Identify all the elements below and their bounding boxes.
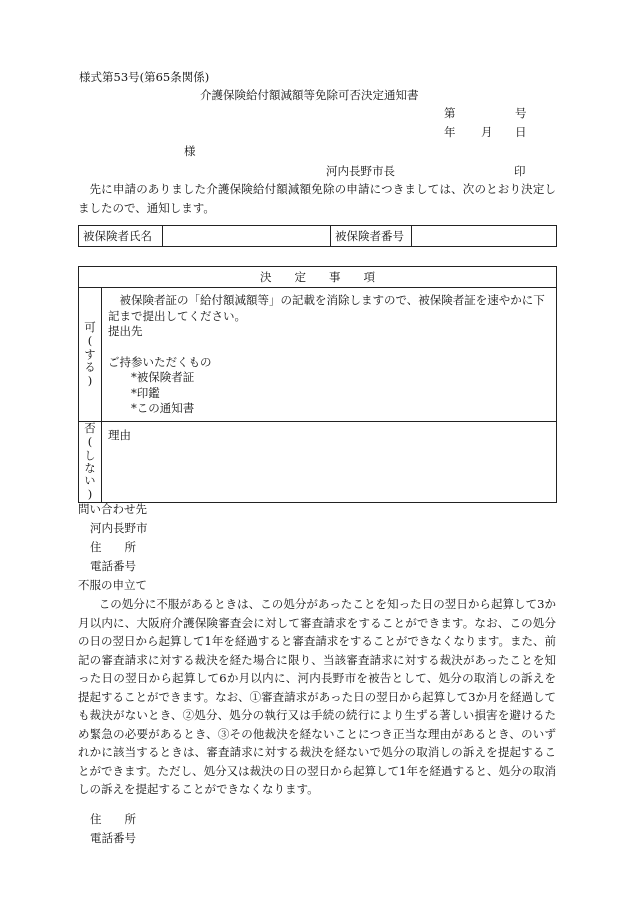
insured-name-label: 被保険者氏名 xyxy=(79,226,163,247)
contact-phone: 電話番号 xyxy=(90,559,136,573)
insured-table xyxy=(78,225,557,247)
date-day: 日 xyxy=(515,125,527,139)
deny-content xyxy=(102,421,557,502)
approve-text: 被保険者証の「給付額減額等」の記載を消除しますので、被保険者証を速やかに下記まで提出してください。 xyxy=(108,293,545,323)
seal-mark: 印 xyxy=(514,164,526,178)
notice-no-prefix: 第 xyxy=(444,106,456,120)
page-title: 介護保険給付額減額等免除可否決定通知書 xyxy=(200,88,419,102)
decision-table xyxy=(78,266,557,503)
appeal-heading: 不服の申立て xyxy=(78,578,147,592)
bring-item: *印鑑 xyxy=(131,385,160,400)
insured-number-field[interactable] xyxy=(412,226,557,247)
contact-heading: 問い合わせ先 xyxy=(78,502,147,516)
bring-heading: ご持参いただくもの xyxy=(108,354,212,369)
date-year: 年 xyxy=(444,125,456,139)
bring-item: *この通知書 xyxy=(131,401,195,415)
appeal-address: 住 所 xyxy=(90,812,136,826)
appeal-phone: 電話番号 xyxy=(90,831,136,845)
decision-header: 決 定 事 項 xyxy=(79,267,557,288)
submit-to: 提出先 xyxy=(108,324,143,338)
contact-org: 河内長野市 xyxy=(90,521,148,535)
recipient-suffix: 様 xyxy=(184,144,196,158)
deny-label-cell xyxy=(79,421,102,502)
deny-label: 否(しない) xyxy=(83,421,97,502)
insured-name-field[interactable] xyxy=(163,226,331,247)
date-month: 月 xyxy=(481,125,493,139)
approve-content xyxy=(102,288,557,422)
approve-label-cell xyxy=(79,288,102,422)
notice-no-suffix: 号 xyxy=(515,106,527,120)
approve-label: 可(する) xyxy=(83,320,97,388)
deny-reason-label: 理由 xyxy=(108,427,131,442)
intro-text: 先に申請のありました介護保険給付額減額免除の申請につきましては、次のとおり決定しましたので、通知します。 xyxy=(78,182,556,215)
form-number: 様式第53号(第65条関係) xyxy=(79,70,210,84)
insured-number-label: 被保険者番号 xyxy=(331,226,412,247)
bring-item: *被保険者証 xyxy=(131,370,195,384)
contact-address: 住 所 xyxy=(90,540,136,554)
appeal-body: この処分に不服があるときは、この処分があったことを知った日の翌日から起算して3か月以内に、大阪府介護保険審査会に対して審査請求をすることができます。なお、この処分の日の翌日から起算して1年を経過すると審査請求をすることができなくなります。また、前記の審査請求に対する裁決を経た場合に限り、当該審査請求に対する裁決があったことを知った日の翌日から起算して6か月以内に、河内長野市を被告として、処分の取消しの訴えを提起することができます。なお、①審査請求があった日の翌日から起算して3か月を経過しても裁決がないとき、②処分、処分の執行又は手続の続行により生ずる著しい損害を避けるため緊急の必要があるとき、③その他裁決を経ないことにつき正当な理由があるとき、のいずれかに該当するときは、審査請求に対する裁決を経ないで処分の取消しの訴えを提起することができます。ただし、処分又は裁決の日の翌日から起算して1年を経過すると、処分の取消しの訴えを提起することができなくなります。 xyxy=(78,597,556,796)
issuer: 河内長野市長 xyxy=(326,164,395,178)
